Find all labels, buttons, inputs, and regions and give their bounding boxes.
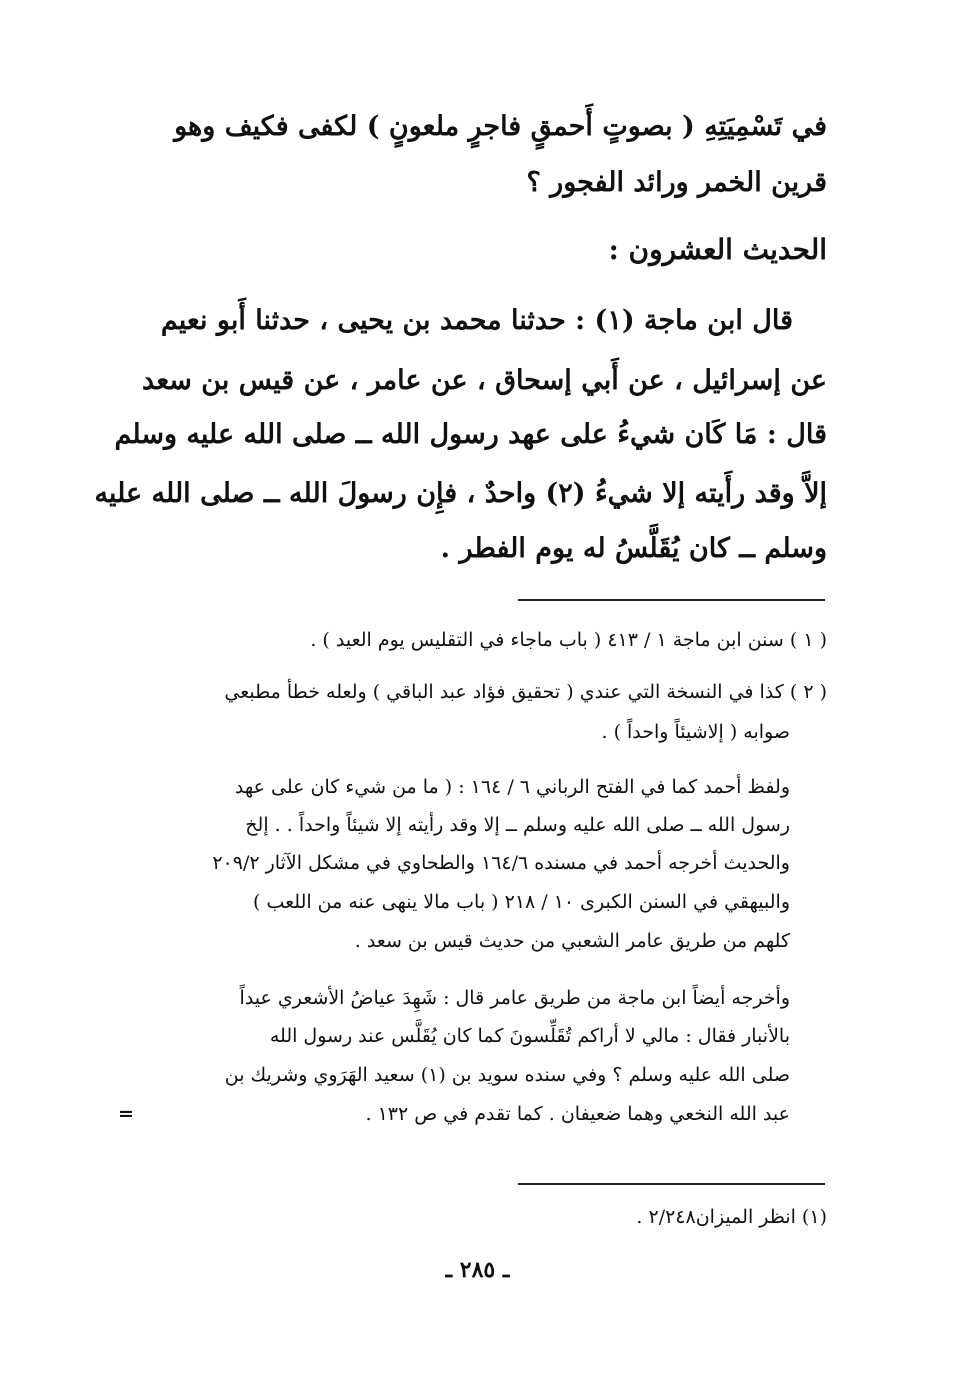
footnote-separator-2 xyxy=(518,1183,825,1185)
hadith-line: قال : مَا كَان شيءُ على عهد رسول الله ــ صلى الله عليه وسلم xyxy=(114,419,827,450)
commentary-line: والحديث أخرجه أحمد في مسنده ١٦٤/٦ والطحاوي في مشكل الآثار ٢٠٩/٢ xyxy=(212,852,790,874)
commentary-line: والبيهقي في السنن الكبرى ١٠ / ٢١٨ ( باب مالا ينهى عنه من اللعب ) xyxy=(253,891,790,913)
commentary-line: وأخرجه أيضاً ابن ماجة من طريق عامر قال : شَهِدَ عياضُ الأشعري عيداً xyxy=(239,987,790,1009)
footnote-separator xyxy=(518,599,825,601)
commentary-line: كلهم من طريق عامر الشعبي من حديث قيس بن سعد . xyxy=(354,930,790,952)
commentary-line: ولفظ أحمد كما في الفتح الرباني ٦ / ١٦٤ : ( ما من شيء كان على عهد xyxy=(234,776,790,798)
hadith-line: وسلم ــ كان يُقَلَّسُ له يوم الفطر . xyxy=(440,533,827,564)
continuation-mark: = xyxy=(118,1103,134,1125)
commentary-line: عبد الله النخعي وهما ضعيفان . كما تقدم في ص ١٣٢ . xyxy=(365,1103,790,1125)
footnote-2-continued: صوابه ( إلاشيئاً واحداً ) . xyxy=(601,721,790,743)
section-heading: الحديث العشرون : xyxy=(608,233,827,266)
footnote-1: ( ١ ) سنن ابن ماجة ١ / ٤١٣ ( باب ماجاء في التقليس يوم العيد ) . xyxy=(310,629,827,651)
footnote-bottom: (١) انظر الميزان٢/٢٤٨ . xyxy=(636,1206,827,1228)
commentary-line: بالأنبار فقال : مالي لا أراكم تُقَلِّسونَ كما كان يُقَلَّس عند رسول الله xyxy=(269,1025,790,1047)
hadith-line: إلاَّ وقد رأَيته إلا شيءُ (٢) واحدٌ ، فإِن رسولَ الله ــ صلى الله عليه xyxy=(94,478,827,509)
intro-line: قرين الخمر ورائد الفجور ؟ xyxy=(526,167,827,198)
commentary-line: رسول الله ــ صلى الله عليه وسلم ــ إلا وقد رأيته إلا شيئاً واحداً . . إلخ xyxy=(245,814,790,836)
footnote-2: ( ٢ ) كذا في النسخة التي عندي ( تحقيق فؤاد عبد الباقي ) ولعله خطأ مطبعي xyxy=(224,681,827,703)
hadith-line: قال ابن ماجة (١) : حدثنا محمد بن يحيى ، حدثنا أَبو نعيم xyxy=(160,305,793,336)
page-number: ـ ٢٨٥ ـ xyxy=(445,1257,510,1283)
intro-line: في تَسْمِيَتِهِ ( بصوتٍ أَحمقٍ فاجرٍ ملعونٍ ) لكفى فكيف وهو xyxy=(174,111,827,142)
commentary-line: صلى الله عليه وسلم ؟ وفي سنده سويد بن (١) سعيد الهَرَوي وشريك بن xyxy=(224,1064,790,1086)
hadith-line: عن إسرائيل ، عن أَبي إسحاق ، عن عامر ، عن قيس بن سعد xyxy=(142,365,827,396)
